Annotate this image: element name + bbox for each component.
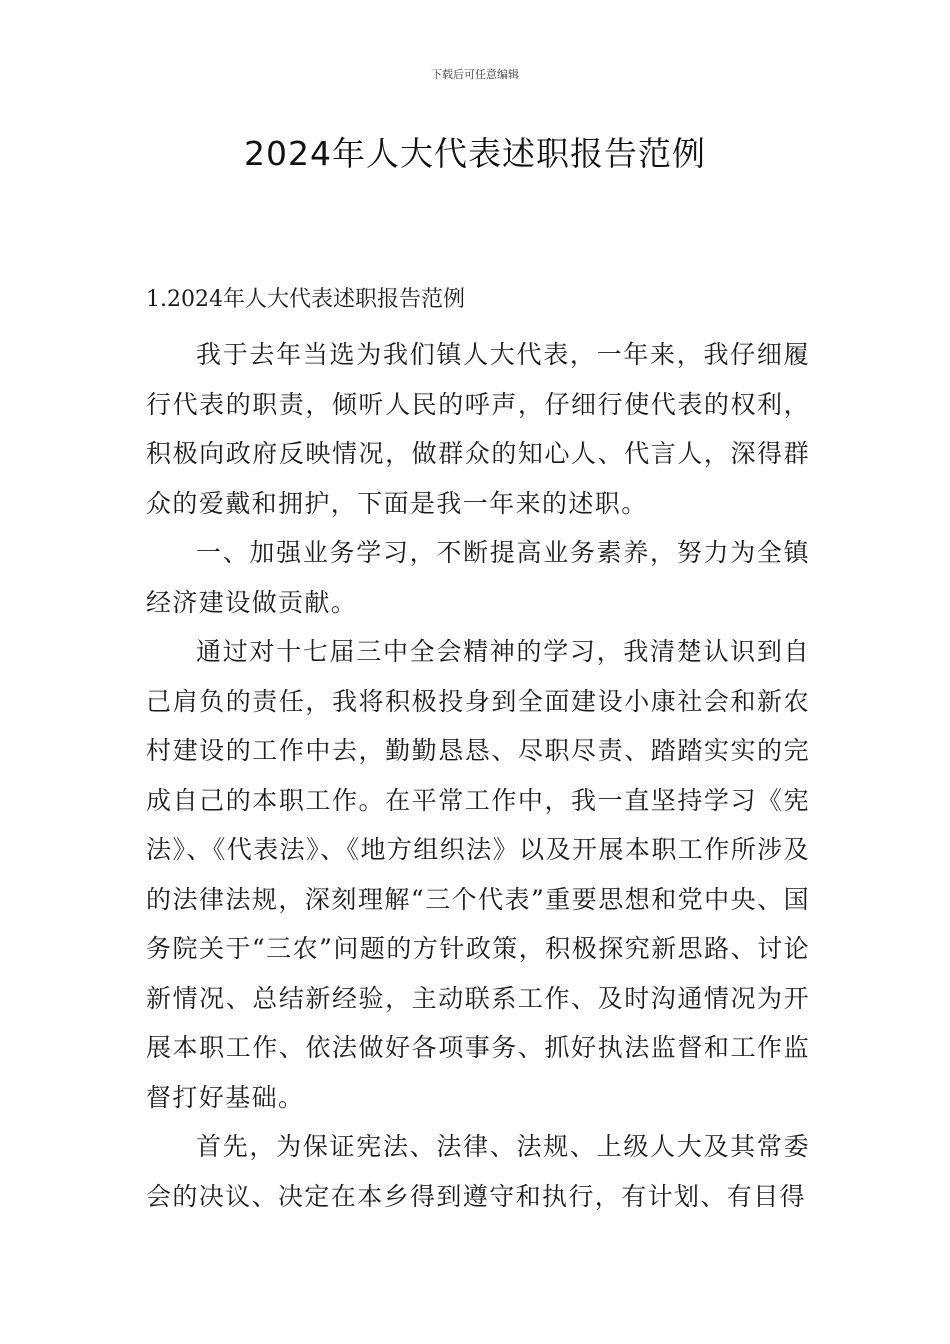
paragraph: 通过对十七届三中全会精神的学习，我清楚认识到自己肩负的责任，我将积极投身到全面建设小康社会和新农村建设的工作中去，勤勤恳恳、尽职尽责、踏踏实实的完成自己的本职工作。在平常工作中，我一直坚持学习《宪法》、《代表法》、《地方组织法》以及开展本职工作所涉及的法律法规，深刻理解“三个代表”重要思想和党中央、国务院关于“三农”问题的方针政策，积极探究新思路、讨论新情况、总结新经验，主动联系工作、及时沟通情况为开展本职工作、依法做好各项事务、抓好执法监督和工作监督打好基础。 — [146, 637, 810, 1112]
paragraph: 一、加强业务学习，不断提高业务素养，努力为全镇经济建设做贡献。 — [146, 538, 810, 617]
document-title: 2024年人大代表述职报告范例 — [244, 134, 706, 173]
paragraph: 我于去年当选为我们镇人大代表，一年来，我仔细履行代表的职责，倾听人民的呼声，仔细行使代表的权利，积极向政府反映情况，做群众的知心人、代言人，深得群众的爱戴和拥护，下面是我一年来的述职。 — [146, 340, 810, 518]
document-body — [146, 282, 810, 1221]
header-note: 下载后可任意编辑 — [431, 68, 519, 81]
section-heading: 1.2024年人大代表述职报告范例 — [146, 287, 465, 312]
paragraph: 首先，为保证宪法、法律、法规、上级人大及其常委会的决议、决定在本乡得到遵守和执行，有计划、有目得 — [146, 1132, 810, 1211]
body-text — [146, 330, 810, 1221]
